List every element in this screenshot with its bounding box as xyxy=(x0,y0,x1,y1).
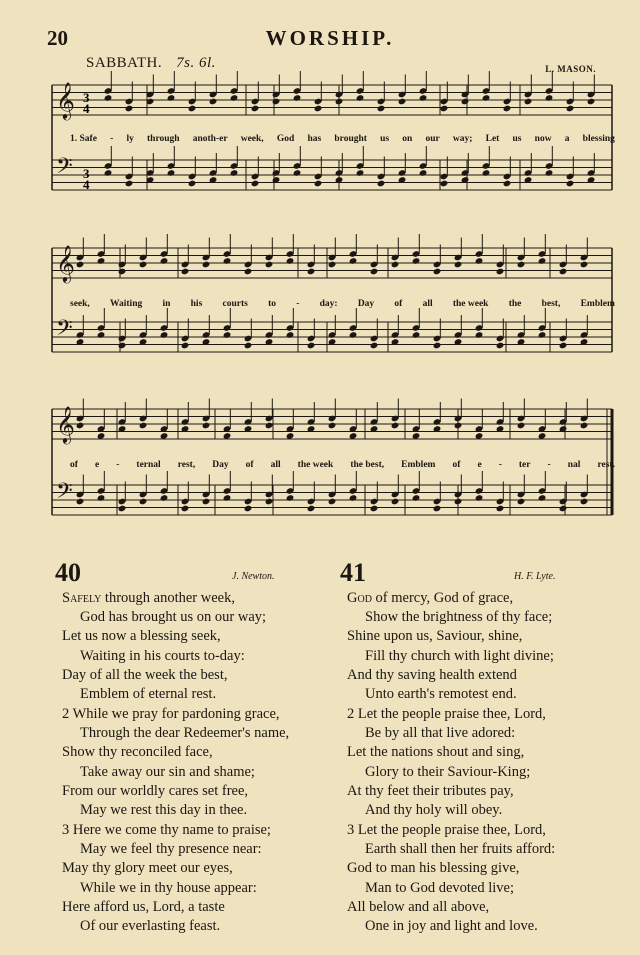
lyric-syllable: week, xyxy=(240,134,264,144)
note-head xyxy=(538,257,547,265)
verse-line: Day of all the week the best, xyxy=(62,666,228,683)
note-head xyxy=(559,268,568,276)
lyric-syllable: the week xyxy=(297,460,334,470)
lyric-syllable: way; xyxy=(452,134,473,144)
note-head xyxy=(524,98,533,106)
note-head xyxy=(97,331,106,339)
note-head xyxy=(517,261,526,269)
note-head xyxy=(356,169,365,177)
verse-line: One in joy and light and love. xyxy=(365,918,538,935)
note-head xyxy=(230,94,239,102)
note-head xyxy=(167,169,176,177)
lyric-syllable: best, xyxy=(541,299,561,309)
note-head xyxy=(580,498,589,506)
lyric-syllable: Emblem xyxy=(580,299,615,309)
verse-line: 2 While we pray for pardoning grace, xyxy=(62,706,280,722)
note-head xyxy=(118,505,127,513)
note-head xyxy=(412,494,421,502)
hymn-41-verse-1 xyxy=(347,589,554,704)
note-head xyxy=(251,105,260,113)
lyric-syllable: seek, xyxy=(70,299,90,309)
verse-line: 2 Let the people praise thee, Lord, xyxy=(347,706,546,722)
note-head xyxy=(349,494,358,502)
note-head xyxy=(328,261,337,269)
note-head xyxy=(160,494,169,502)
note-head xyxy=(559,505,568,513)
lyric-syllable: the best, xyxy=(350,460,385,470)
note-head xyxy=(545,169,554,177)
note-head xyxy=(370,342,379,350)
note-head xyxy=(433,505,442,513)
note-head xyxy=(370,505,379,513)
note-head xyxy=(370,268,379,276)
tune-meter: 7s. 6l. xyxy=(176,55,216,71)
note-head xyxy=(461,98,470,106)
lyric-syllable: anoth-er xyxy=(192,134,228,144)
note-head xyxy=(440,105,449,113)
verse-line: Show thy reconciled face, xyxy=(62,744,213,761)
treble-clef: 𝄞 xyxy=(56,81,75,119)
note-head xyxy=(496,342,505,350)
verse-line: May we feel thy presence near: xyxy=(80,841,262,858)
note-head xyxy=(349,331,358,339)
note-head xyxy=(587,98,596,106)
note-head xyxy=(202,498,211,506)
hymn-40-verse-3 xyxy=(62,821,271,936)
note-head xyxy=(293,169,302,177)
verse-line: Earth shall then her fruits afford: xyxy=(365,841,556,858)
note-head xyxy=(433,268,442,276)
verse-line xyxy=(347,589,554,608)
lyric-syllable: courts xyxy=(222,299,248,309)
verse-line: Be by all that live adored: xyxy=(365,725,516,742)
verse-line: Unto earth's remotest end. xyxy=(365,686,517,703)
lyric-syllable: Let xyxy=(485,134,500,144)
note-head xyxy=(76,498,85,506)
verse-line: Emblem of eternal rest. xyxy=(80,686,217,703)
note-head xyxy=(307,505,316,513)
verse-line: 3 Here we come thy name to praise; xyxy=(62,822,271,838)
note-head xyxy=(391,422,400,430)
note-head xyxy=(349,257,358,265)
verse-line: Glory to their Saviour-King; xyxy=(365,763,531,780)
verse-line: Shine upon us, Saviour, shine, xyxy=(347,628,523,645)
note-head xyxy=(328,422,337,430)
note-head xyxy=(244,268,253,276)
note-head xyxy=(223,257,232,265)
note-head xyxy=(377,105,386,113)
note-head xyxy=(286,494,295,502)
lyric-syllable: of xyxy=(70,460,78,470)
lyric-line-3 xyxy=(70,460,615,470)
verse-line: From our worldly cares set free, xyxy=(62,782,249,799)
note-head xyxy=(230,169,239,177)
note-head xyxy=(104,169,113,177)
lyric-syllable: nal xyxy=(567,460,581,470)
note-head xyxy=(293,94,302,102)
note-head xyxy=(167,94,176,102)
lyric-syllable: - xyxy=(296,299,300,309)
note-head xyxy=(475,331,484,339)
lyric-syllable: 1. Safe xyxy=(70,134,97,144)
note-head xyxy=(454,261,463,269)
hymn-number-40: 40 xyxy=(55,558,81,587)
note-head xyxy=(335,98,344,106)
lyric-syllable: Emblem xyxy=(401,460,436,470)
note-head xyxy=(419,169,428,177)
verse-line xyxy=(62,589,266,608)
lyric-syllable: rest, xyxy=(177,460,196,470)
note-head xyxy=(517,422,526,430)
lyric-syllable: day: xyxy=(319,299,338,309)
lyric-syllable: Day xyxy=(212,460,229,470)
lyric-syllable: has xyxy=(307,134,322,144)
verse-line: All below and all above, xyxy=(347,898,490,915)
time-signature-top: 3 xyxy=(83,90,90,105)
note-head xyxy=(125,105,134,113)
hymn-author-41: H. F. Lyte. xyxy=(514,571,556,582)
note-head xyxy=(76,261,85,269)
note-head xyxy=(181,505,190,513)
hymn-author-40: J. Newton. xyxy=(232,571,275,582)
note-head xyxy=(391,498,400,506)
note-head xyxy=(160,257,169,265)
note-head xyxy=(251,180,260,188)
note-head xyxy=(454,422,463,430)
tune-name: SABBATH. xyxy=(86,55,163,71)
lyric-syllable: blessing xyxy=(582,134,615,144)
lyric-syllable: on xyxy=(402,134,413,144)
lyric-syllable: us xyxy=(380,134,390,144)
note-head xyxy=(412,257,421,265)
lyric-syllable: - xyxy=(110,134,114,144)
verse-line: Fill thy church with light divine; xyxy=(365,647,554,664)
lyric-syllable: in xyxy=(162,299,171,309)
verse-line-text: through another week, xyxy=(101,590,235,606)
lyric-syllable: - xyxy=(547,460,551,470)
note-head xyxy=(503,105,512,113)
lyric-syllable: of xyxy=(245,460,254,470)
lyric-syllable: ly xyxy=(126,134,134,144)
composer: L. MASON. xyxy=(545,64,596,74)
note-head xyxy=(566,180,575,188)
note-head xyxy=(286,257,295,265)
verse-line: Man to God devoted live; xyxy=(365,879,515,896)
note-head xyxy=(398,98,407,106)
treble-clef: 𝄞 xyxy=(56,244,75,282)
note-head xyxy=(454,498,463,506)
note-head xyxy=(97,494,106,502)
lyric-syllable: through xyxy=(147,134,180,144)
note-head xyxy=(314,180,323,188)
note-head xyxy=(328,498,337,506)
lyric-syllable: of xyxy=(394,299,403,309)
verse-line: Let us now a blessing seek, xyxy=(62,628,221,645)
note-head xyxy=(503,180,512,188)
hymn-41-verse-2 xyxy=(347,705,546,820)
note-head xyxy=(559,342,568,350)
note-head xyxy=(545,94,554,102)
lyric-syllable: - xyxy=(116,460,120,470)
note-head xyxy=(104,94,113,102)
time-signature-bottom-bass: 4 xyxy=(83,177,90,192)
note-head xyxy=(188,105,197,113)
hymn-40-verse-2 xyxy=(62,705,289,820)
note-head xyxy=(538,494,547,502)
lyric-syllable: us xyxy=(512,134,522,144)
note-head xyxy=(160,331,169,339)
note-head xyxy=(377,180,386,188)
note-head xyxy=(202,261,211,269)
lyric-syllable: all xyxy=(270,460,281,470)
verse-line: May we rest this day in thee. xyxy=(80,802,248,819)
note-head xyxy=(181,268,190,276)
note-head xyxy=(139,498,148,506)
verse-line: While we in thy house appear: xyxy=(80,879,257,896)
verse-line: Waiting in his courts to-day: xyxy=(80,647,245,664)
verse-line-text: of mercy, God of grace, xyxy=(371,590,514,606)
page-number: 20 xyxy=(47,26,68,50)
verse-line: May thy glory meet our eyes, xyxy=(62,860,233,877)
note-head xyxy=(314,105,323,113)
note-head xyxy=(391,261,400,269)
note-head xyxy=(566,105,575,113)
note-head xyxy=(265,498,274,506)
note-head xyxy=(496,505,505,513)
note-head xyxy=(307,342,316,350)
lyric-syllable: a xyxy=(564,134,570,144)
note-head xyxy=(188,180,197,188)
hymn-number-41: 41 xyxy=(340,558,366,587)
time-signature-top-bass: 3 xyxy=(83,166,90,181)
note-head xyxy=(118,268,127,276)
note-head xyxy=(265,422,274,430)
note-head xyxy=(440,180,449,188)
note-head xyxy=(223,331,232,339)
verse-line: God to man his blessing give, xyxy=(347,860,520,877)
note-head xyxy=(76,422,85,430)
verse-line: At thy feet their tributes pay, xyxy=(347,782,514,799)
lyric-syllable: of xyxy=(452,460,461,470)
lyric-syllable: ternal xyxy=(136,460,161,470)
note-head xyxy=(202,422,211,430)
note-head xyxy=(482,169,491,177)
lyric-syllable: the xyxy=(508,299,522,309)
note-head xyxy=(419,94,428,102)
verse-line: Of our everlasting feast. xyxy=(80,918,221,935)
note-head xyxy=(580,261,589,269)
lyric-syllable: the week xyxy=(452,299,489,309)
note-head xyxy=(412,331,421,339)
note-head xyxy=(475,494,484,502)
section-title: WORSHIP. xyxy=(265,26,395,50)
hymn-40-verse-1 xyxy=(62,589,266,704)
note-head xyxy=(244,342,253,350)
lyric-syllable: - xyxy=(498,460,502,470)
note-head xyxy=(97,257,106,265)
note-head xyxy=(496,268,505,276)
verse-line: Here afford us, Lord, a taste xyxy=(62,898,225,915)
lyric-syllable: e xyxy=(94,460,100,470)
lyric-syllable: to xyxy=(268,299,276,309)
bass-clef: 𝄢 xyxy=(56,479,73,509)
verse-first-word: God xyxy=(347,590,372,606)
note-head xyxy=(244,505,253,513)
lyric-syllable: all xyxy=(422,299,433,309)
lyric-syllable: our xyxy=(425,134,440,144)
note-head xyxy=(356,94,365,102)
lyric-line-1 xyxy=(70,134,615,144)
note-head xyxy=(181,342,190,350)
note-head xyxy=(265,261,274,269)
verse-line: And thy saving health extend xyxy=(347,666,517,683)
lyric-line-2 xyxy=(70,299,615,309)
note-head xyxy=(209,98,218,106)
note-head xyxy=(517,498,526,506)
lyric-syllable: Waiting xyxy=(110,299,143,309)
note-head xyxy=(538,331,547,339)
note-head xyxy=(223,494,232,502)
verse-line: 3 Let the people praise thee, Lord, xyxy=(347,822,546,838)
note-head xyxy=(433,342,442,350)
verse-line: Show the brightness of thy face; xyxy=(365,609,553,626)
note-head xyxy=(125,180,134,188)
verse-line: And thy holy will obey. xyxy=(365,802,503,819)
time-signature-bottom: 4 xyxy=(83,101,90,116)
note-head xyxy=(118,342,127,350)
verse-first-word: Safely xyxy=(62,590,102,606)
lyric-syllable: Day xyxy=(357,299,375,309)
lyric-syllable: e xyxy=(477,460,482,470)
verse-line: Let the nations shout and sing, xyxy=(347,744,525,761)
note-head xyxy=(272,98,281,106)
verse-line: God has brought us on our way; xyxy=(80,609,267,626)
lyric-syllable: God xyxy=(276,134,295,144)
note-head xyxy=(580,422,589,430)
lyric-syllable: his xyxy=(190,299,203,309)
lyric-syllable: now xyxy=(534,134,552,144)
lyric-syllable: brought xyxy=(334,134,367,144)
treble-clef: 𝄞 xyxy=(56,405,75,443)
note-head xyxy=(475,257,484,265)
lyric-syllable: ter xyxy=(518,460,531,470)
note-head xyxy=(139,261,148,269)
note-head xyxy=(286,331,295,339)
verse-line: Through the dear Redeemer's name, xyxy=(80,725,290,742)
note-head xyxy=(139,422,148,430)
note-head xyxy=(482,94,491,102)
note-head xyxy=(307,268,316,276)
hymn-41-verse-3 xyxy=(347,821,555,936)
verse-line: Take away our sin and shame; xyxy=(80,763,255,780)
bass-clef: 𝄢 xyxy=(56,154,73,184)
bass-clef: 𝄢 xyxy=(56,316,73,346)
lyric-syllable: rest. xyxy=(597,460,615,470)
